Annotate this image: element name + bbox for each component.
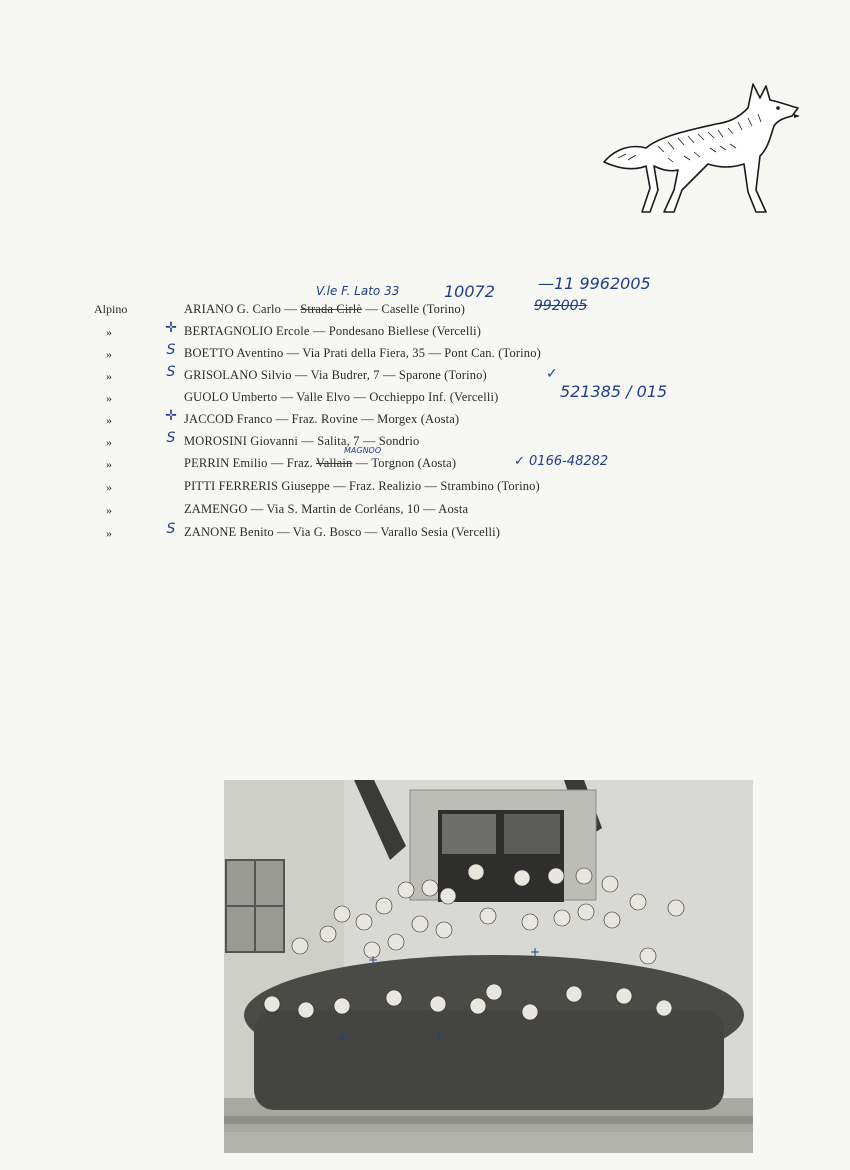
- ditto-mark: »: [106, 480, 112, 494]
- handwritten-correction-note: MAGNOO: [344, 446, 382, 455]
- roster-entry: [184, 346, 541, 361]
- ditto-mark: »: [106, 457, 112, 471]
- roster-row-bertagnolio: [0, 322, 850, 344]
- address-text: — Via S. Martin de Corléans, 10 — Aosta: [250, 502, 469, 516]
- roster-entry: [184, 434, 419, 449]
- struck-address: Vallain: [315, 456, 353, 470]
- roster-entry: [184, 456, 456, 471]
- address-text: — Salita, 7 — Sondrio: [301, 434, 420, 448]
- check-mark-icon: ✓: [546, 366, 558, 382]
- member-name: ZANONE Benito: [184, 525, 274, 539]
- handwritten-phone-note: 521385 / 015: [560, 382, 668, 401]
- cross-mark-icon: ✛: [165, 320, 177, 336]
- address-prefix: —: [284, 302, 297, 316]
- handwritten-phone-note: ✓ 0166-48282: [514, 454, 609, 469]
- member-name: PERRIN Emilio: [184, 456, 268, 470]
- ditto-mark: »: [106, 526, 112, 540]
- address-text: — Torgnon (Aosta): [355, 456, 457, 470]
- address-text: — Fraz. Realizio — Strambino (Torino): [333, 479, 540, 493]
- handwritten-s-mark: S: [166, 521, 176, 537]
- member-name: JACCOD Franco: [184, 412, 273, 426]
- svg-text:+: +: [338, 1031, 349, 1045]
- roster-entry: [184, 502, 468, 517]
- member-name: ZAMENGO: [184, 502, 248, 516]
- wolf-illustration-icon: [598, 78, 804, 220]
- member-name: GUOLO Umberto: [184, 390, 278, 404]
- roster-row-zanone: [0, 523, 850, 545]
- address-text: — Caselle (Torino): [365, 302, 466, 316]
- roster-entry: [184, 412, 459, 427]
- roster-row-pitti-ferreris: [0, 477, 850, 499]
- roster-row-boetto: [0, 344, 850, 366]
- address-text: — Pondesano Biellese (Vercelli): [312, 324, 482, 338]
- handwritten-s-mark: S: [166, 342, 176, 358]
- ditto-mark: »: [106, 413, 112, 427]
- member-name: PITTI FERRERIS Giuseppe: [184, 479, 330, 493]
- group-photo: [224, 780, 753, 1153]
- address-text: — Via Budrer, 7 — Sparone (Torino): [294, 368, 487, 382]
- handwritten-s-mark: S: [166, 430, 176, 446]
- handwritten-street-note: V.le F. Lato 33: [316, 284, 400, 298]
- svg-text:+: +: [530, 945, 541, 959]
- roster-entry: [184, 479, 540, 494]
- ditto-mark: »: [106, 369, 112, 383]
- member-name: MOROSINI Giovanni: [184, 434, 299, 448]
- address-text: — Via Prati della Fiera, 35 — Pont Can. (Torino): [286, 346, 541, 360]
- roster-entry: [184, 525, 500, 540]
- handwritten-postcode-note: 10072: [444, 282, 495, 301]
- member-name: ARIANO G. Carlo: [184, 302, 282, 316]
- svg-text:+: +: [434, 1029, 445, 1043]
- roster-entry: [184, 324, 481, 339]
- roster-row-zamengo: [0, 500, 850, 522]
- ditto-mark: »: [106, 325, 112, 339]
- ditto-mark: »: [106, 347, 112, 361]
- address-text: — Fraz. Rovine — Morgex (Aosta): [275, 412, 460, 426]
- roster-row-ariano: [0, 274, 850, 322]
- struck-address: Strada Cirlè: [300, 302, 363, 316]
- address-text: — Via G. Bosco — Varallo Sesia (Vercelli): [277, 525, 501, 539]
- roster-row-guolo: [0, 382, 850, 410]
- roster-entry: [184, 368, 487, 383]
- svg-text:+: +: [368, 953, 379, 967]
- roster-entry: [184, 302, 465, 317]
- ditto-mark: »: [106, 435, 112, 449]
- handwritten-s-mark: S: [166, 364, 176, 380]
- member-name: BERTAGNOLIO Ercole: [184, 324, 310, 338]
- roster-row-morosini: [0, 432, 850, 454]
- address-text: — Valle Elvo — Occhieppo Inf. (Vercelli): [280, 390, 499, 404]
- rank-label: Alpino: [94, 302, 128, 316]
- handwritten-struck-phone-note: 992005: [534, 298, 588, 314]
- roster-row-jaccod: [0, 410, 850, 432]
- ditto-mark: »: [106, 391, 112, 405]
- roster-list: [0, 274, 850, 550]
- address-prefix: — Fraz.: [270, 456, 313, 470]
- ditto-mark: »: [106, 503, 112, 517]
- member-name: BOETTO Aventino: [184, 346, 284, 360]
- roster-row-grisolano: [0, 366, 850, 388]
- cross-mark-icon: ✛: [165, 408, 177, 424]
- member-name: GRISOLANO Silvio: [184, 368, 292, 382]
- handwritten-phone-note: —11 9962005: [538, 274, 651, 293]
- roster-entry: [184, 390, 498, 405]
- roster-row-perrin: [0, 446, 850, 476]
